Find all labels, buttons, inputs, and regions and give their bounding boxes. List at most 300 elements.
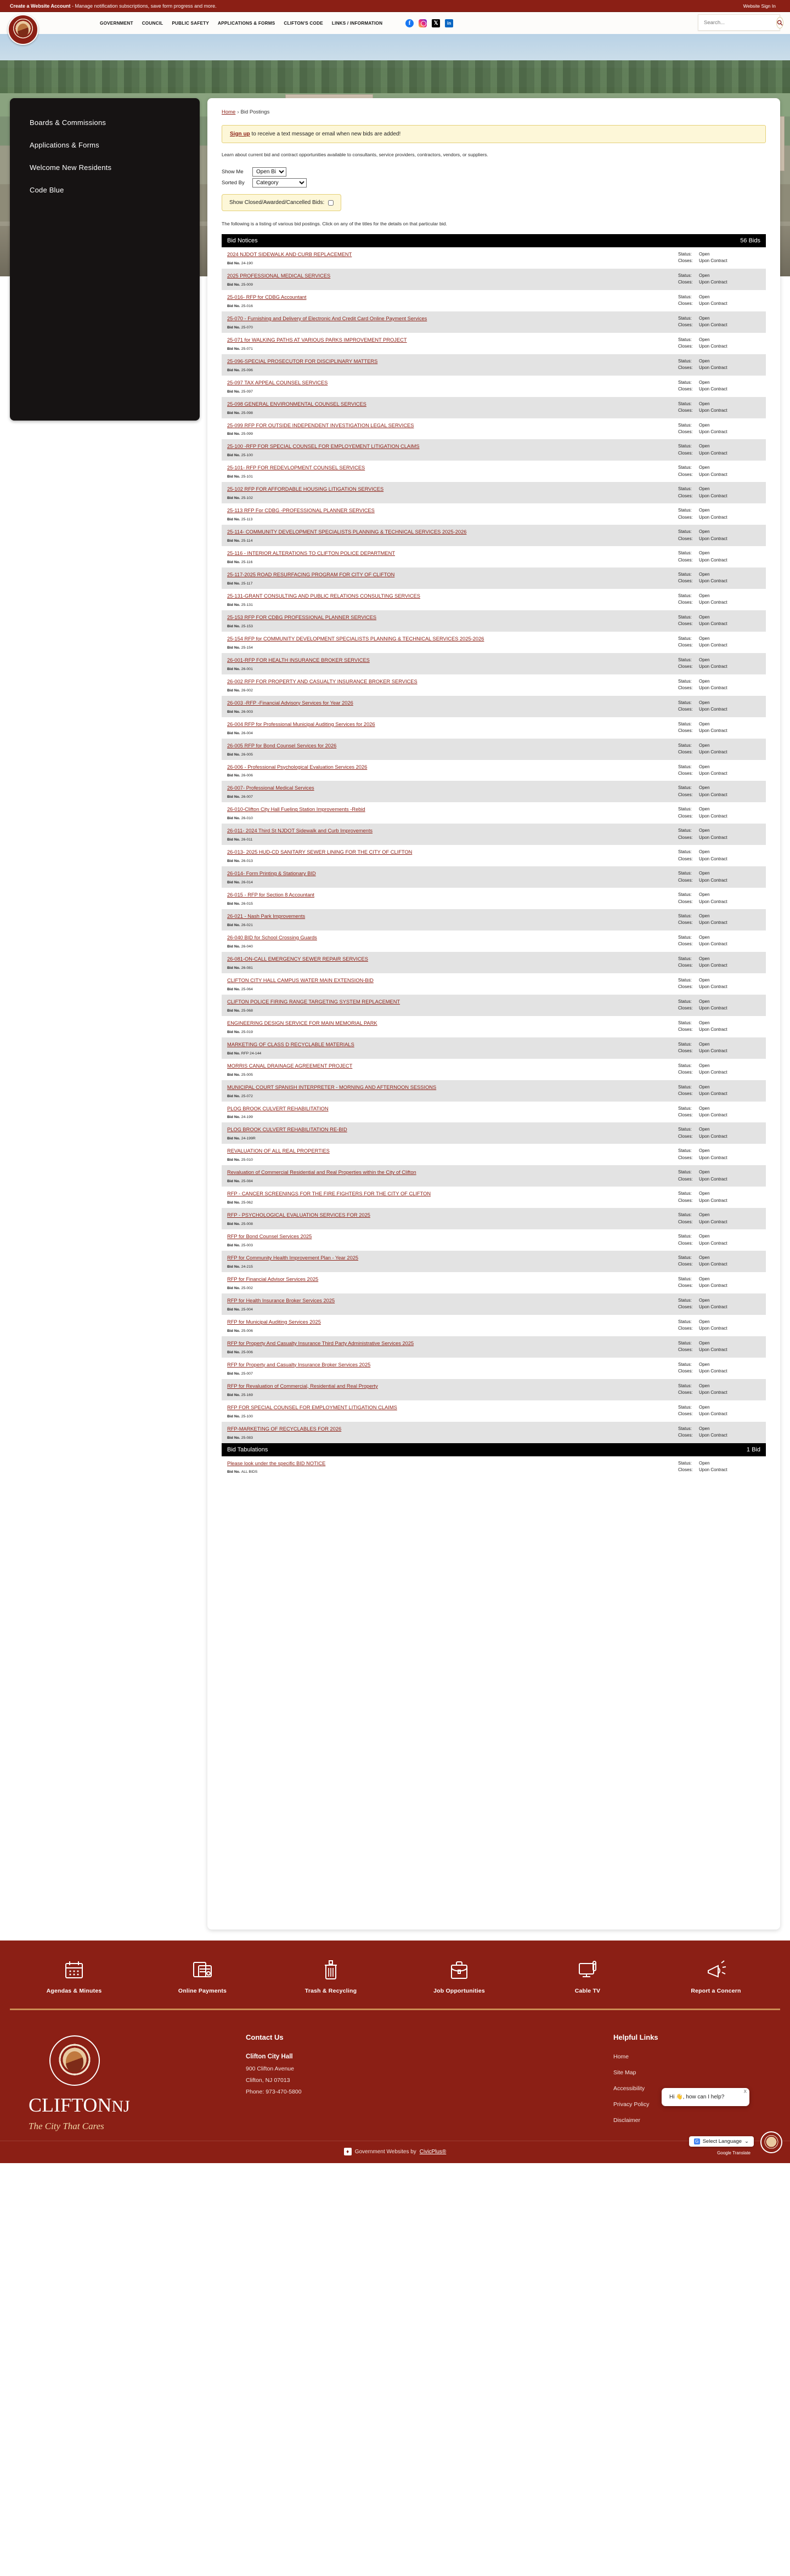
bid-closes-value: Upon Contract <box>699 450 727 456</box>
contact-address-line1: 900 Clifton Avenue <box>246 2066 294 2072</box>
bid-closes <box>678 1069 760 1076</box>
bid-row-main <box>227 742 678 757</box>
nav-item-applications-forms[interactable]: APPLICATIONS & FORMS <box>218 20 275 26</box>
bid-title-link[interactable]: CLIFTON POLICE FIRING RANGE TARGETING SYSTEM REPLACEMENT <box>227 998 400 1005</box>
bid-closes-label: Closes: <box>678 707 693 712</box>
bid-closes-label: Closes: <box>678 920 693 926</box>
bid-number-label: Bid No. <box>227 1051 241 1056</box>
bid-closes-label: Closes: <box>678 1048 693 1054</box>
bid-title-link[interactable]: RFP for Property And Casualty Insurance Third Party Administrative Services 2025 <box>227 1340 414 1346</box>
bid-closes-value: Upon Contract <box>699 685 727 691</box>
bid-title-link[interactable]: 25-070 - Furnishing and Delivery of Electronic And Credit Card Online Payment Services <box>227 315 427 321</box>
sidebar-item-boards-commissions[interactable]: Boards & Commissions <box>30 118 106 127</box>
bid-closes-value: Upon Contract <box>699 643 727 648</box>
bid-number <box>227 1415 670 1418</box>
bid-row <box>222 1293 766 1315</box>
bid-title-link[interactable]: 25-098 GENERAL ENVIRONMENTAL COUNSEL SERVICES <box>227 401 366 407</box>
bid-row-main <box>227 486 678 500</box>
quick-link-label: Report a Concern <box>691 1988 741 1994</box>
bid-title-link[interactable]: 26-040 BID for School Crossing Guards <box>227 935 317 940</box>
bid-title-link[interactable]: 25-099 RFP FOR OUTSIDE INDEPENDENT INVESTIGATION LEGAL SERVICES <box>227 422 414 428</box>
bid-title-link[interactable]: 25-116 - INTERIOR ALTERATIONS TO CLIFTON POLICE DEPARTMENT <box>227 551 396 557</box>
bid-title-link[interactable]: RFP for Community Health Improvement Plan - Year 2025 <box>227 1255 359 1261</box>
bid-title-link[interactable]: MARKETING OF CLASS D RECYCLABLE MATERIALS <box>227 1041 354 1047</box>
bid-row-meta <box>678 315 760 329</box>
bid-title-link[interactable]: 25-114- COMMUNITY DEVELOPMENT SPECIALISTS PLANNING & TECHNICAL SERVICES 2025-2026 <box>227 529 467 535</box>
signup-link[interactable]: Sign up <box>230 131 250 137</box>
bid-number <box>227 411 670 415</box>
bid-row-main <box>227 593 678 607</box>
bid-row <box>222 1358 766 1379</box>
bid-row <box>222 418 766 440</box>
bid-title-link[interactable]: 25-071 for WALKING PATHS AT VARIOUS PARKS IMPROVEMENT PROJECT <box>227 337 407 343</box>
bid-closes <box>678 941 760 947</box>
bid-row-meta <box>678 1255 760 1268</box>
bid-closes <box>678 1432 760 1439</box>
bid-title-link[interactable]: 25-153 RFP FOR CDBG PROFESSIONAL PLANNER SERVICES <box>227 614 377 620</box>
bid-title-link[interactable]: RFP for Revaluation of Commercial, Residential and Real Property <box>227 1383 378 1389</box>
bid-title-link[interactable]: 25-131-GRANT CONSULTING AND PUBLIC RELATIONS CONSULTING SERVICES <box>227 593 420 599</box>
sorted-by-label: Sorted By <box>222 180 245 186</box>
show-closed-bids-box <box>222 194 341 211</box>
footer-link-accessibility[interactable]: Accessibility <box>613 2085 645 2092</box>
bid-title-link[interactable]: 26-003 -RFP -Financial Advisory Services for Year 2026 <box>227 700 353 706</box>
megaphone-icon <box>703 1957 729 1982</box>
bid-closes-value: Upon Contract <box>699 472 727 477</box>
chat-avatar[interactable] <box>760 2131 782 2153</box>
quick-link-online-payments[interactable] <box>161 1957 244 1994</box>
bid-closes <box>678 813 760 820</box>
bid-closes-value: Upon Contract <box>699 1390 727 1395</box>
quick-link-label: Job Opportunities <box>433 1988 485 1994</box>
bid-closes <box>678 557 760 564</box>
main-navigation <box>100 19 453 27</box>
bid-title-link[interactable]: 26-007- Professional Medical Services <box>227 785 314 791</box>
bid-closes-label: Closes: <box>678 472 693 477</box>
chat-widget-bubble[interactable] <box>662 2088 749 2106</box>
briefcase-icon <box>447 1957 472 1982</box>
quick-link-label: Agendas & Minutes <box>46 1988 102 1994</box>
bid-status <box>678 700 760 706</box>
footer-link-home[interactable]: Home <box>613 2053 629 2060</box>
quick-link-trash-recycling[interactable] <box>290 1957 372 1994</box>
bid-row-meta <box>678 1190 760 1204</box>
bid-number-label: Bid No. <box>227 1008 241 1013</box>
city-seal-logo[interactable] <box>8 14 38 45</box>
bid-row <box>222 290 766 311</box>
bid-title-link[interactable]: 25-097 TAX APPEAL COUNSEL SERVICES <box>227 379 328 385</box>
bid-number <box>227 1372 670 1376</box>
bid-status <box>678 913 760 920</box>
bid-row-main <box>227 977 678 991</box>
civicplus-logo-icon: ♦ <box>344 2148 352 2155</box>
bid-closes-label: Closes: <box>678 877 693 883</box>
bid-title-link[interactable]: 2024 NJDOT SIDEWALK AND CURB REPLACEMENT <box>227 252 352 257</box>
bid-title-link[interactable]: ENGINEERING DESIGN SERVICE FOR MAIN MEMORIAL PARK <box>227 1020 377 1026</box>
show-me-select[interactable] <box>252 167 286 177</box>
bid-row <box>222 717 766 739</box>
bid-number-label: Bid No. <box>227 1094 241 1098</box>
bid-closes-label: Closes: <box>678 450 693 456</box>
bid-number <box>227 496 670 500</box>
bid-closes-value: Upon Contract <box>699 1369 727 1374</box>
bid-number-value: 25-100 <box>241 1414 253 1418</box>
bid-row-meta <box>678 1020 760 1034</box>
bid-title-link[interactable]: MORRIS CANAL DRAINAGE AGREEMENT PROJECT <box>227 1063 353 1069</box>
bid-status-value: Open <box>699 273 710 278</box>
bid-title-link[interactable]: RFP for Financial Advisor Services 2025 <box>227 1276 319 1282</box>
bid-number <box>227 453 670 457</box>
bid-closes <box>678 343 760 350</box>
bid-title-link[interactable]: 26-081-ON-CALL EMERGENCY SEWER REPAIR SERVICES <box>227 956 368 962</box>
bid-title-link[interactable]: 26-004 RFP for Professional Municipal Auditing Services for 2026 <box>227 721 375 727</box>
bid-row-main <box>227 422 678 436</box>
bid-row-meta <box>678 1148 760 1161</box>
bid-closes-label: Closes: <box>678 514 693 520</box>
bid-closes <box>678 1467 760 1473</box>
bid-row-meta <box>678 934 760 948</box>
bid-title-link[interactable]: 2025 PROFESSIONAL MEDICAL SERVICES <box>227 273 331 279</box>
bid-row-main <box>227 507 678 521</box>
create-account-link[interactable] <box>10 3 217 9</box>
footer-link-disclaimer[interactable]: Disclaimer <box>613 2117 641 2124</box>
signup-notice <box>222 125 766 143</box>
nav-item-council[interactable]: COUNCIL <box>142 20 163 26</box>
bid-title-link[interactable]: 26-011- 2024 Third St NJDOT Sidewalk and Curb Improvements <box>227 828 373 834</box>
bid-closes-value: Upon Contract <box>699 1091 727 1096</box>
sidebar-item-applications-forms[interactable]: Applications & Forms <box>30 141 99 149</box>
bid-number-label: Bid No. <box>227 282 241 287</box>
bid-closes <box>678 1198 760 1204</box>
bid-closes-value: Upon Contract <box>699 1048 727 1054</box>
quick-link-job-opportunities[interactable] <box>418 1957 500 1994</box>
bid-section-title: Bid Tabulations <box>227 1446 268 1453</box>
bid-row-meta <box>678 721 760 735</box>
footer-link-site-map[interactable]: Site Map <box>613 2069 636 2076</box>
quick-link-label: Cable TV <box>574 1988 601 1994</box>
facebook-icon[interactable] <box>405 19 414 27</box>
bid-number-value: 25-007 <box>241 1371 253 1376</box>
bid-status-value: Open <box>699 1383 710 1388</box>
bid-title-link[interactable]: 26-002 RFP FOR PROPERTY AND CASUALTY INSURANCE BROKER SERVICES <box>227 678 417 684</box>
bid-closes <box>678 621 760 627</box>
bid-number-label: Bid No. <box>227 1435 241 1440</box>
bid-number-label: Bid No. <box>227 923 241 927</box>
bid-title-link[interactable]: 26-021 - Nash Park Improvements <box>227 913 306 920</box>
bid-number-value: 26-014 <box>241 881 253 885</box>
bid-title-link[interactable]: RFP - CANCER SCREENINGS FOR THE FIRE FIGHTERS FOR THE CITY OF CLIFTON <box>227 1191 431 1197</box>
bid-closes <box>678 493 760 500</box>
bid-number-value: 25-064 <box>241 987 253 991</box>
bid-number-value: 25-008 <box>241 1222 253 1227</box>
bid-title-link[interactable]: 25-100 -RFP FOR SPECIAL COUNSEL FOR EMPLOYEMENT LITIGATION CLAIMS <box>227 444 420 450</box>
civicplus-link[interactable]: CivicPlus® <box>419 2148 447 2155</box>
bid-status-label: Status: <box>678 1255 692 1261</box>
bid-row <box>222 909 766 930</box>
x-twitter-icon[interactable] <box>432 19 440 27</box>
bid-title-link[interactable]: Please look under the specific BID NOTICE <box>227 1460 326 1466</box>
bid-row-meta <box>678 251 760 265</box>
bid-row-meta <box>678 849 760 863</box>
bid-closes-label: Closes: <box>678 792 693 797</box>
bid-number-label: Bid No. <box>227 902 241 906</box>
bid-status-label: Status: <box>678 1276 692 1281</box>
bid-number <box>227 816 670 820</box>
bid-status <box>678 379 760 386</box>
bid-closes <box>678 1091 760 1097</box>
bid-closes <box>678 429 760 435</box>
wordmark-main: CLIFTON <box>29 2094 112 2116</box>
bid-title-link[interactable]: RFP for Municipal Auditing Services 2025 <box>227 1319 321 1325</box>
bid-row-meta <box>678 827 760 841</box>
sidebar-item-welcome-new-residents[interactable]: Welcome New Residents <box>30 163 112 172</box>
bid-row <box>222 824 766 845</box>
bid-title-link[interactable]: RFP for Health Insurance Broker Services 2025 <box>227 1297 335 1303</box>
bid-number-label: Bid No. <box>227 838 241 842</box>
bid-row-main <box>227 1426 678 1440</box>
bid-status-label: Status: <box>678 742 692 748</box>
bid-status <box>678 678 760 685</box>
quick-link-label: Trash & Recycling <box>304 1988 357 1994</box>
bid-number-label: Bid No. <box>227 389 241 394</box>
sidebar-item-code-blue[interactable]: Code Blue <box>30 186 64 194</box>
bid-row-main <box>227 550 678 564</box>
bid-number-label: Bid No. <box>227 1222 241 1227</box>
bid-number-label: Bid No. <box>227 1286 241 1290</box>
bid-number-label: Bid No. <box>227 1371 241 1376</box>
bid-status <box>678 849 760 855</box>
bid-title-link[interactable]: RFP for Property and Casualty Insurance Broker Services 2025 <box>227 1361 371 1368</box>
bid-number-label: Bid No. <box>227 645 241 650</box>
bid-status-value: Open <box>699 700 710 705</box>
bid-title-link[interactable]: 26-006 - Professional Psychological Evaluation Services 2026 <box>227 764 368 770</box>
bid-number-label: Bid No. <box>227 1329 241 1333</box>
bid-row-meta <box>678 1212 760 1225</box>
bid-title-link[interactable]: 25-154 RFP for COMMUNITY DEVELOPMENT SPECIALISTS PLANNING & TECHNICAL SERVICES 2025-2026 <box>227 636 484 642</box>
bid-title-link[interactable]: 26-013- 2025 HUD-CD SANITARY SEWER LINING FOR THE CITY OF CLIFTON <box>227 849 413 855</box>
bid-status-value: Open <box>699 614 710 620</box>
bid-closes-value: Upon Contract <box>699 514 727 520</box>
search-button[interactable] <box>776 17 783 29</box>
nav-item-cliftons-code[interactable]: CLIFTON'S CODE <box>284 20 323 26</box>
bid-title-link[interactable]: REVALUATION OF ALL REAL PROPERTIES <box>227 1148 330 1154</box>
bid-title-link[interactable]: 25-117-2025 ROAD RESURFACING PROGRAM FOR CITY OF CLIFTON <box>227 572 395 578</box>
bid-row <box>222 1208 766 1229</box>
bid-closes-label: Closes: <box>678 1070 693 1075</box>
breadcrumb <box>222 109 766 115</box>
bid-title-link[interactable]: RFP FOR SPECIAL COUNSEL FOR EMPLOYMENT LITIGATION CLAIMS <box>227 1404 397 1410</box>
bid-row-meta <box>678 593 760 606</box>
bid-status <box>678 934 760 941</box>
bid-row <box>222 781 766 802</box>
bid-title-link[interactable]: 25-101- RFP FOR REDEVLOPMENT COUNSEL SERVICES <box>227 465 365 471</box>
bid-title-link[interactable]: 26-014- Form Printing & Stationary BID <box>227 871 316 877</box>
bid-closes-value: Upon Contract <box>699 407 727 413</box>
bid-row-meta <box>678 1319 760 1332</box>
bid-number-value: 25-131 <box>241 603 253 607</box>
bid-number <box>227 795 670 799</box>
bid-status-value: Open <box>699 337 710 342</box>
bid-status-label: Status: <box>678 764 692 769</box>
search-input[interactable] <box>704 20 776 26</box>
bid-row <box>222 482 766 503</box>
bid-status-value: Open <box>699 935 710 940</box>
website-sign-in-link[interactable]: Website Sign In <box>743 3 776 9</box>
monitor-icon <box>575 1957 600 1982</box>
bid-closes <box>678 899 760 905</box>
bid-row-main <box>227 1319 678 1333</box>
show-closed-bids-checkbox[interactable] <box>328 200 334 206</box>
quick-link-report-a-concern[interactable] <box>675 1957 757 1994</box>
bid-row-meta <box>678 657 760 671</box>
bid-closes-value: Upon Contract <box>699 899 727 904</box>
bid-title-link[interactable]: MUNICIPAL COURT SPANISH INTERPRETER - MORNING AND AFTERNOON SESSIONS <box>227 1084 437 1090</box>
google-translate-wordmark: Google Translate <box>717 2151 751 2155</box>
bid-number <box>227 1286 670 1290</box>
bid-closes-label: Closes: <box>678 728 693 734</box>
bid-number-label: Bid No. <box>227 710 241 714</box>
bid-row-meta <box>678 1084 760 1098</box>
breadcrumb-home[interactable]: Home <box>222 109 236 115</box>
nav-item-government[interactable]: GOVERNMENT <box>100 20 133 26</box>
bid-title-link[interactable]: 25-113 RFP For CDBG -PROFESSIONAL PLANNER SERVICES <box>227 508 375 514</box>
bid-row <box>222 1400 766 1422</box>
bid-number-value: 25-098 <box>241 411 253 415</box>
bid-title-link[interactable]: 25-096-SPECIAL PROSECUTOR FOR DISCIPLINARY MATTERS <box>227 358 378 364</box>
bid-status <box>678 294 760 300</box>
bid-row-meta <box>678 636 760 649</box>
bid-number-label: Bid No. <box>227 496 241 501</box>
bid-row-main <box>227 1233 678 1247</box>
bid-status-label: Status: <box>678 913 692 919</box>
credit-text: Government Websites by <box>354 2148 416 2155</box>
bid-title-link[interactable]: 25-016- RFP for CDBG Accountant <box>227 294 307 300</box>
bid-row <box>222 632 766 653</box>
footer-branding <box>10 2033 224 2133</box>
bid-closes <box>678 642 760 649</box>
footer-link-privacy-policy[interactable]: Privacy Policy <box>613 2101 650 2108</box>
bid-closes <box>678 1325 760 1332</box>
bid-row-main <box>227 1340 678 1354</box>
bid-row-meta <box>678 785 760 798</box>
breadcrumb-separator: › <box>237 109 239 115</box>
bid-filters <box>222 167 766 211</box>
bid-title-link[interactable]: 26-001-RFP FOR HEALTH INSURANCE BROKER SERVICES <box>227 657 370 663</box>
bid-closes-value: Upon Contract <box>699 578 727 584</box>
bid-section-header <box>222 234 766 247</box>
bid-number-label: Bid No. <box>227 325 241 330</box>
bid-number-label: Bid No. <box>227 966 241 970</box>
instagram-icon[interactable] <box>419 19 427 27</box>
bid-row-meta <box>678 1460 760 1474</box>
bid-number-label: Bid No. <box>227 603 241 607</box>
bid-number-value: 25-006 <box>241 1329 253 1333</box>
bid-status <box>678 273 760 279</box>
bid-row-main <box>227 1063 678 1077</box>
linkedin-icon[interactable] <box>445 19 453 27</box>
bid-number-value: 26-081 <box>241 966 253 970</box>
bid-closes-value: Upon Contract <box>699 429 727 434</box>
bid-number-value: 25-019 <box>241 1030 253 1034</box>
bid-title-link[interactable]: 26-015 - RFP for Section 8 Accountant <box>227 892 315 898</box>
quick-link-cable-tv[interactable] <box>546 1957 629 1994</box>
sorted-by-select[interactable] <box>252 178 307 188</box>
nav-item-public-safety[interactable]: PUBLIC SAFETY <box>172 20 210 26</box>
bid-closes <box>678 835 760 841</box>
bid-status-value: Open <box>699 913 710 919</box>
bid-closes-label: Closes: <box>678 813 693 819</box>
bid-status-label: Status: <box>678 998 692 1004</box>
bid-status-label: Status: <box>678 529 692 535</box>
bid-status-value: Open <box>699 1255 710 1261</box>
bid-title-link[interactable]: PLOG BROOK CULVERT REHABILITATION <box>227 1105 329 1111</box>
bid-title-link[interactable]: Revaluation of Commercial Residential and Real Properties within the City of Clifton <box>227 1170 416 1176</box>
bid-title-link[interactable]: RFP-MARKETING OF RECYCLABLES FOR 2026 <box>227 1426 342 1432</box>
main-content <box>207 98 780 1930</box>
bid-row-meta <box>678 1041 760 1055</box>
bid-title-link[interactable]: PLOG BROOK CULVERT REHABILITATION RE-BID <box>227 1127 347 1133</box>
bid-number <box>227 1009 670 1013</box>
bid-number <box>227 1393 670 1397</box>
bid-number <box>227 923 670 927</box>
bid-status-value: Open <box>699 871 710 876</box>
language-selector[interactable] <box>689 2136 754 2147</box>
bid-row-main <box>227 294 678 308</box>
bid-row-main <box>227 1276 678 1290</box>
bid-row-meta <box>678 464 760 478</box>
bid-row-main <box>227 657 678 671</box>
bid-status-label: Status: <box>678 1460 692 1466</box>
bid-status-label: Status: <box>678 700 692 705</box>
bid-row-meta <box>678 806 760 820</box>
credit-card-icon <box>190 1957 215 1982</box>
bid-row-main <box>227 337 678 351</box>
bid-title-link[interactable]: 26-005 RFP for Bond Counsel Services for 2026 <box>227 742 337 748</box>
quick-link-agendas-minutes[interactable] <box>33 1957 115 1994</box>
bid-closes-label: Closes: <box>678 280 693 285</box>
bid-number <box>227 625 670 628</box>
bid-row-meta <box>678 700 760 713</box>
bid-closes-value: Upon Contract <box>699 813 727 819</box>
bid-row <box>222 1379 766 1400</box>
bid-number <box>227 390 670 394</box>
bid-row-meta <box>678 529 760 542</box>
bid-status-label: Status: <box>678 1234 692 1239</box>
bid-number-label: Bid No. <box>227 624 241 628</box>
bid-number-value: 26-006 <box>241 774 253 778</box>
chat-close-icon[interactable]: X <box>743 2089 747 2094</box>
bid-number <box>227 582 670 586</box>
bid-status <box>678 251 760 258</box>
bid-number-label: Bid No. <box>227 1115 241 1120</box>
bid-title-link[interactable]: 26-010-Clifton City Hall Fueling Station Improvements -Rebid <box>227 807 365 813</box>
bid-closes-label: Closes: <box>678 322 693 328</box>
bid-row-meta <box>678 401 760 415</box>
bid-row-meta <box>678 1276 760 1290</box>
bid-title-link[interactable]: CLIFTON CITY HALL CAMPUS WATER MAIN EXTENSION-BID <box>227 977 374 983</box>
bid-status <box>678 1460 760 1467</box>
bid-number-value: 26-015 <box>241 902 253 906</box>
bid-closes <box>678 663 760 670</box>
bid-title-link[interactable]: RFP for Bond Counsel Services 2025 <box>227 1234 312 1240</box>
nav-item-links-information[interactable]: LINKS / INFORMATION <box>331 20 383 26</box>
bid-closes <box>678 706 760 713</box>
bid-title-link[interactable]: 25-102 RFP FOR AFFORDABLE HOUSING LITIGATION SERVICES <box>227 486 384 492</box>
bid-row <box>222 1336 766 1358</box>
bid-row <box>222 589 766 610</box>
bid-title-link[interactable]: RFP - PSYCHOLOGICAL EVALUATION SERVICES FOR 2025 <box>227 1212 370 1218</box>
bid-status-value: Open <box>699 1404 710 1410</box>
